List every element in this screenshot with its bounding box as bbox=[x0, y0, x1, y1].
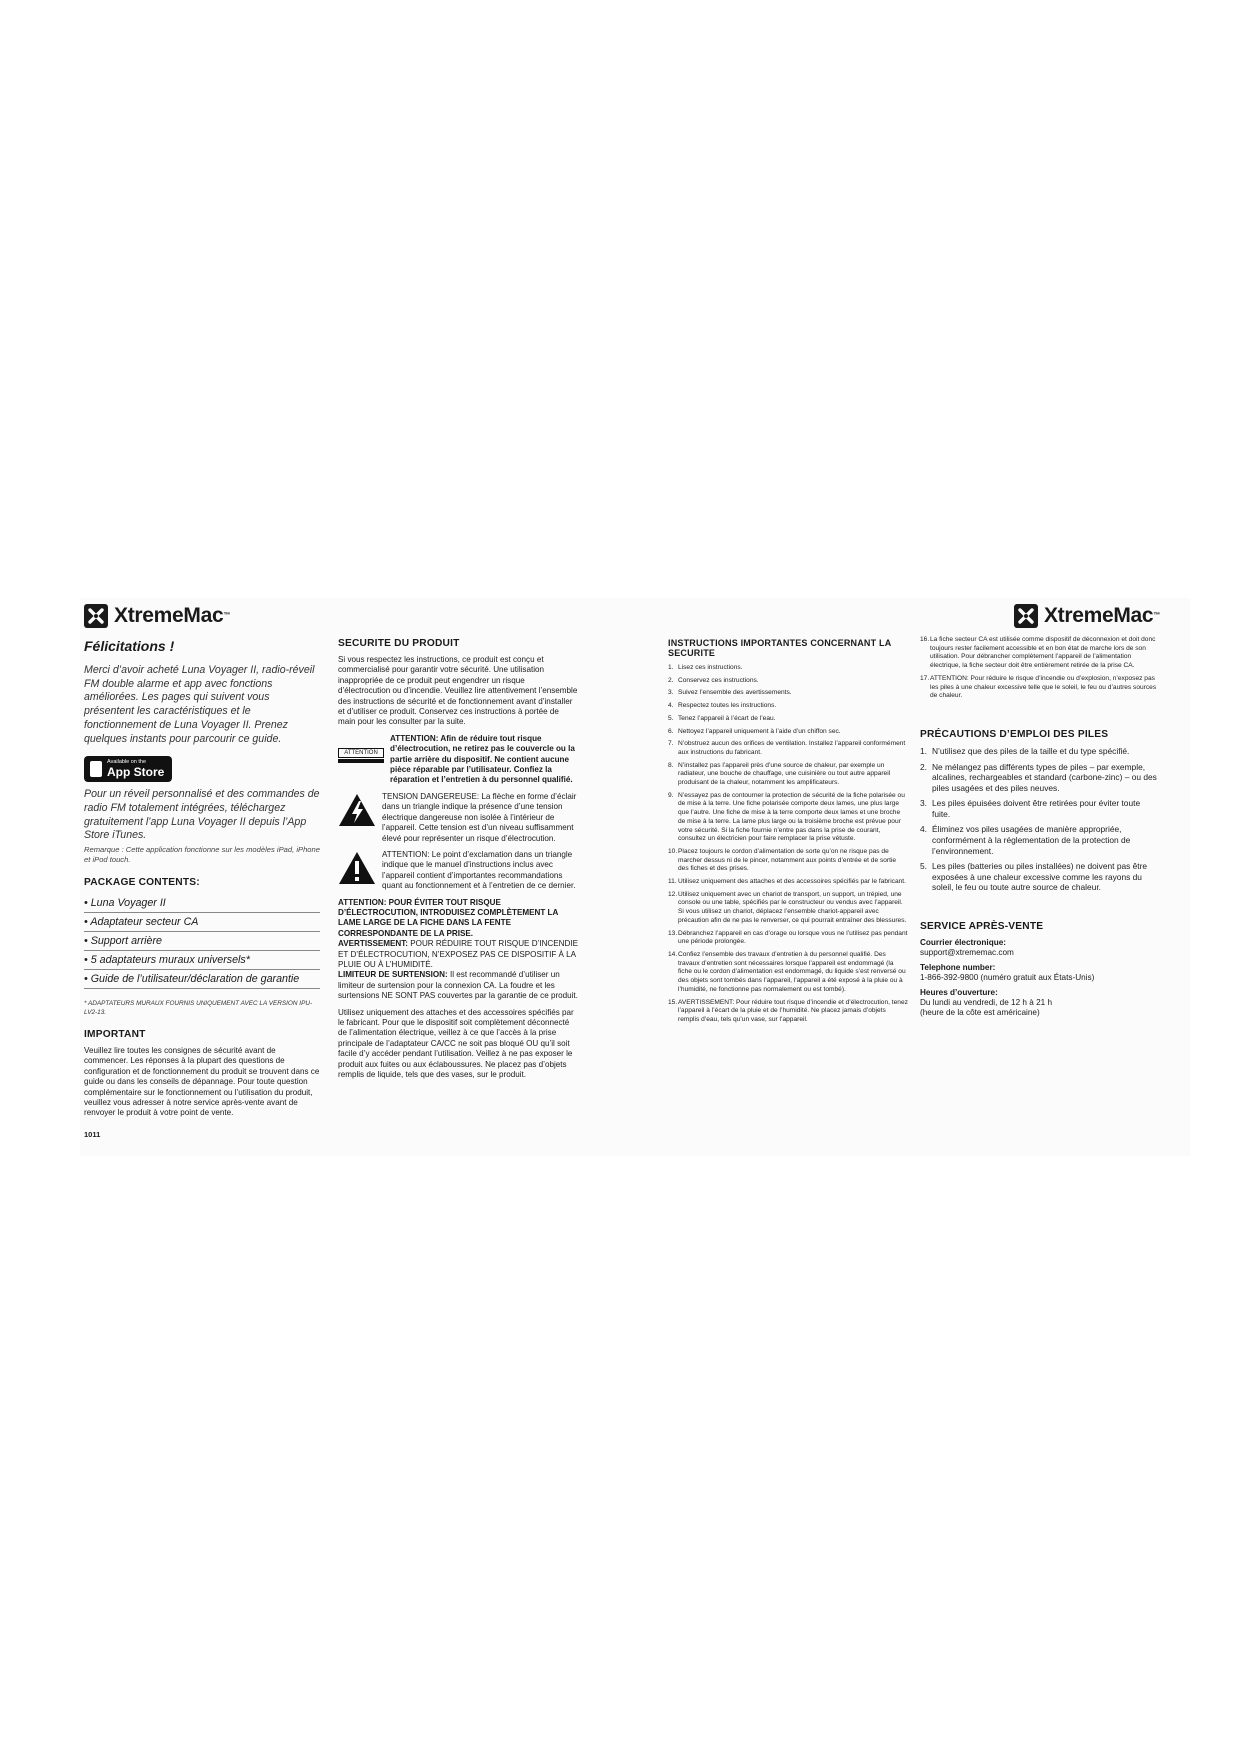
item-number: 5. bbox=[920, 861, 927, 872]
item-number: 4. bbox=[920, 824, 927, 835]
instruction-item bbox=[668, 762, 908, 788]
item-text: Ne mélangez pas différents types de piles – par exemple, alcalines, rechargeables et standard (carbone-zinc) – ou des piles usagées et des piles neuves. bbox=[932, 761, 1157, 793]
package-footnote: * ADAPTATEURS MURAUX FOURNIS UNIQUEMENT AVEC LA VERSION IPU-LV2-13. bbox=[84, 1000, 313, 1017]
voltage-text: TENSION DANGEREUSE: La flèche en forme d’éclair dans un triangle indique la présence d’une tension électrique dangereuse non isolée à l’intérieur de l’appareil. Cette tension est d’un niveau suffisamment élevé pour représenter un risque d’électrocution. bbox=[382, 791, 577, 843]
item-text: Lisez ces instructions. bbox=[678, 664, 743, 671]
accessories-text: Utilisez uniquement des attaches et des accessoires spécifiés par le fabricant. Pour que le dispositif soit complètement déconnecté de l’alimentation électrique, veillez à ce que l’accès à la prise principale de l’adaptateur CA/CC ne soit pas bloqué OU qu’il soit facile d’y accéder pendant l’utilisation. Veillez à ne pas exposer le produit aux fuites ou aux éclaboussures. Ne placez pas d’objets remplis de liquide, tels que des vases, sur le produit. bbox=[338, 1007, 574, 1080]
item-text: Les piles (batteries ou piles installées) ne doivent pas être exposées à une chaleur excessive comme les rayons du soleil, le feu ou toute autre source de chaleur. bbox=[932, 861, 1148, 893]
package-item: • 5 adaptateurs muraux universels* bbox=[84, 951, 320, 970]
instruction-item bbox=[668, 664, 908, 673]
important-heading: IMPORTANT bbox=[84, 1029, 146, 1041]
lightning-warning-icon bbox=[338, 792, 376, 833]
item-number: 4. bbox=[668, 702, 674, 710]
instruction-item bbox=[668, 951, 908, 995]
battery-list bbox=[920, 746, 1160, 893]
intro-text: Merci d’avoir acheté Luna Voyager II, radio-réveil FM double alarme et app avec fonctions améliorées. Les pages qui suivent vous présentent les caractéristiques et le fonctionnement de Luna Voyager II. Prenez quelques instants pour parcourir ce guide. bbox=[84, 664, 315, 745]
battery-item bbox=[920, 798, 1160, 819]
item-text: Placez toujours le cordon d’alimentation de sorte qu’on ne risque pas de marcher dessus ni de le pincer, notamment aux points d’entrée et de sortie des fiches et des prises. bbox=[678, 847, 897, 873]
instruction-item bbox=[668, 891, 908, 926]
instruction-item bbox=[668, 930, 908, 947]
package-item: • Support arrière bbox=[84, 932, 320, 951]
package-heading: PACKAGE CONTENTS: bbox=[84, 877, 200, 889]
item-number: 6. bbox=[668, 727, 674, 735]
package-item: • Luna Voyager II bbox=[84, 894, 320, 913]
item-text: Les piles épuisées doivent être retirées pour éviter toute fuite. bbox=[932, 798, 1141, 819]
item-text: Utilisez uniquement avec un chariot de transport, un support, un trépied, une console ou une table, spécifiés par le constructeur ou vendus avec l’appareil. Si vous utilisez un chariot, déplacez l’ensemble chariot-appareil avec précaution afin de ne pas le renverser, ce qui pourrait entraîner des blessures. bbox=[678, 890, 907, 924]
greeting: Félicitations ! bbox=[84, 638, 175, 654]
item-text: Utilisez uniquement des attaches et des accessoires spécifiés par le fabricant. bbox=[678, 878, 906, 886]
item-text: Débranchez l’appareil en cas d’orage ou lorsque vous ne l’utilisez pas pendant une période prolongée. bbox=[678, 929, 908, 946]
item-number: 17. bbox=[920, 674, 930, 682]
item-text: La fiche secteur CA est utilisée comme dispositif de déconnexion et doit donc toujours rester facilement accessible et en bon état de marche lors de son utilisation. Pour débrancher complètement l’appareil de l’alimentation électrique, la fiche secteur doit être entièrement retirée de la prise CA. bbox=[930, 636, 1156, 670]
important-text: Veuillez lire toutes les consignes de sécurité avant de commencer. Les réponses à la plupart des questions de configuration et de fonctionnement du produit se trouvent dans ce guide ou dans les conseils de dépannage. Pour toute question complémentaire sur le fonctionnement ou l’utilisation du produit, veuillez vous adresser à notre service après-vente avant de renvoyer le produit à votre point de vente. bbox=[84, 1046, 320, 1118]
item-number: 1. bbox=[668, 664, 674, 671]
email-value: support@xtrememac.com bbox=[920, 948, 1014, 958]
item-number: 9. bbox=[668, 791, 674, 799]
item-text: N’utilisez que des piles de la taille et du type spécifié. bbox=[932, 745, 1130, 756]
instructions-list bbox=[668, 664, 908, 1025]
instructions-column bbox=[668, 604, 908, 1029]
battery-item bbox=[920, 746, 1160, 757]
right-column bbox=[920, 604, 1160, 1019]
email-label: Courrier électronique: bbox=[920, 938, 1006, 948]
instruction-item bbox=[668, 728, 908, 737]
item-number: 15. bbox=[668, 998, 678, 1006]
left-column bbox=[84, 604, 320, 1119]
instruction-item bbox=[668, 878, 908, 887]
avert-text: POUR RÉDUIRE TOUT RISQUE D’INCENDIE ET D’ÉLECTROCUTION, N’EXPOSEZ PAS CE DISPOSITIF À LA PLUIE OU À L’HUMIDITÉ. bbox=[338, 939, 579, 969]
brand-logo-right: XtremeMac™ bbox=[920, 604, 1160, 628]
exclamation-text: ATTENTION: Le point d’exclamation dans un triangle indique que le manuel d’instructions inclus avec l’appareil contient d’importantes recommandations quant au fonctionnement et à l’entretien de ce dernier. bbox=[382, 849, 576, 891]
item-number: 13. bbox=[668, 929, 678, 937]
item-number: 7. bbox=[668, 740, 674, 748]
item-number: 3. bbox=[668, 689, 674, 697]
security-intro: Si vous respectez les instructions, ce produit est conçu et commercialisé pour garantir votre sécurité. Une utilisation inappropriée de ce produit peut engendrer un risque d’électrocution ou d’incendie. Veuillez lire attentivement l’ensemble des instructions de sécurité et de fonctionnement avant d’installer et d’utiliser ce produit. Conservez ces instructions à portée de main pour les consulter par la suite. bbox=[338, 655, 578, 727]
xtrememac-logo-icon bbox=[84, 604, 108, 628]
item-text: N’installez pas l’appareil près d’une source de chaleur, par exemple un radiateur, une bouche de chauffage, une cuisinière ou tout autre appareil produisant de la chaleur, notamment les amplificateurs. bbox=[678, 761, 891, 787]
attention-label: ATTENTION bbox=[338, 748, 384, 758]
item-text: Nettoyez l’appareil uniquement à l’aide d’un chiffon sec. bbox=[678, 727, 841, 735]
security-column bbox=[338, 604, 578, 1080]
item-number: 3. bbox=[920, 798, 927, 809]
brand-name: XtremeMac bbox=[114, 604, 224, 627]
hours-value: Du lundi au vendredi, de 12 h à 21 h bbox=[920, 998, 1053, 1008]
phone-label: Telephone number: bbox=[920, 962, 996, 972]
phone-value: 1-866-392-9800 (numéro gratuit aux États-Unis) bbox=[920, 973, 1095, 983]
item-text: Tenez l’appareil à l’écart de l’eau. bbox=[678, 714, 776, 722]
item-text: Respectez toutes les instructions. bbox=[678, 702, 777, 710]
instruction-item bbox=[668, 740, 908, 757]
shock-warning: ATTENTION: POUR ÉVITER TOUT RISQUE D’ÉLECTROCUTION, INTRODUISEZ COMPLÈTEMENT LA LAME LARGE DE LA FICHE DANS LA FENTE CORRESPONDANTE DE LA PRISE. bbox=[338, 897, 559, 938]
instruction-item bbox=[668, 848, 908, 874]
surge-label: LIMITEUR DE SURTENSION: bbox=[338, 970, 448, 980]
battery-item bbox=[920, 824, 1160, 856]
surge-text: Il est recommandé d’utiliser un limiteur de surtension pour la connexion CA. La foudre et les surtensions NE SONT PAS couvertes par la garantie de ce produit. bbox=[338, 970, 578, 1001]
item-text: N’essayez pas de contourner la protection de sécurité de la fiche polarisée ou de mise à la terre. Une fiche polarisée comporte deux lames, une plus large que l’autre. Une fiche de mise à la terre comporte deux lames et une broche de mise à la terre. La lame plus large ou la troisième broche est prévue pour votre sécurité. Si la fiche fournie n’entre pas dans la prise de courant, consultez un électricien pour faire remplacer la prise vétuste. bbox=[678, 791, 905, 843]
item-number: 5. bbox=[668, 714, 674, 722]
item-number: 2. bbox=[668, 676, 674, 684]
item-text: Suivez l’ensemble des avertissements. bbox=[678, 689, 792, 697]
hours-label: Heures d’ouverture: bbox=[920, 987, 998, 997]
service-heading: SERVICE APRÈS-VENTE bbox=[920, 921, 1044, 933]
instructions-heading: INSTRUCTIONS IMPORTANTES CONCERNANT LA SECURITE bbox=[668, 638, 892, 658]
exclamation-warning-icon bbox=[338, 850, 376, 891]
package-item: • Guide de l’utilisateur/déclaration de garantie bbox=[84, 970, 320, 989]
avert-label: AVERTISSEMENT: bbox=[338, 939, 409, 949]
badge-small-text: Available on the bbox=[107, 759, 147, 766]
instruction-item bbox=[668, 677, 908, 686]
instruction-item bbox=[920, 675, 1160, 701]
xtrememac-logo-icon bbox=[1014, 604, 1038, 628]
item-number: 1. bbox=[920, 745, 927, 756]
phone-icon bbox=[90, 761, 102, 777]
app-text: Pour un réveil personnalisé et des commandes de radio FM totalement intégrées, téléchargez gratuitement l’app Luna Voyager II depuis l’App Store iTunes. bbox=[84, 788, 320, 842]
item-number: 2. bbox=[920, 761, 927, 772]
security-heading: SECURITE DU PRODUIT bbox=[338, 638, 460, 649]
instruction-item bbox=[668, 999, 908, 1025]
battery-heading: PRÉCAUTIONS D’EMPLOI DES PILES bbox=[920, 728, 1109, 740]
brand-logo: XtremeMac™ bbox=[84, 604, 320, 628]
app-note: Remarque : Cette application fonctionne sur les modèles iPad, iPhone et iPod touch. bbox=[84, 845, 320, 865]
item-number: 12. bbox=[668, 890, 678, 898]
instruction-item bbox=[668, 702, 908, 711]
item-number: 10. bbox=[668, 847, 678, 855]
item-number: 16. bbox=[920, 636, 930, 643]
battery-item bbox=[920, 861, 1160, 893]
item-text: N’obstruez aucun des orifices de ventilation. Installez l’appareil conformément aux instructions du fabricant. bbox=[678, 740, 906, 756]
page-number: 1011 bbox=[84, 1130, 101, 1139]
attention-text: ATTENTION: Afin de réduire tout risque d’électrocution, ne retirez pas le couvercle ou la partie arrière du dispositif. Ne contient aucune pièce réparable par l’utilisateur. Confiez la réparation et l’entretien à du personnel qualifié. bbox=[390, 733, 575, 785]
item-text: Confiez l’ensemble des travaux d’entretien à du personnel qualifié. Des travaux d’entretien sont nécessaires lorsque l’appareil est endommagé (la fiche ou le cordon d’alimentation est endommagé, du liquide s’est renversé ou des objets sont tombés dans l’appareil, l’appareil a été exposé à la pluie ou à l’humidité, ne fonctionne pas normalement ou est tombé). bbox=[678, 950, 906, 993]
item-text: Conservez ces instructions. bbox=[678, 676, 759, 684]
item-text: ATTENTION: Pour réduire le risque d’incendie ou d’explosion, n’exposez pas les piles à une chaleur excessive telle que le soleil, le feu ou d’autres sources de chaleur. bbox=[930, 674, 1157, 700]
item-text: Éliminez vos piles usagées de manière appropriée, conformément à la réglementation de la protection de l’environnement. bbox=[932, 824, 1131, 856]
item-number: 8. bbox=[668, 761, 674, 769]
instruction-item bbox=[668, 715, 908, 724]
brand-name: XtremeMac bbox=[1043, 604, 1154, 627]
item-number: 11. bbox=[668, 878, 677, 886]
instruction-item bbox=[920, 636, 1160, 671]
app-store-badge[interactable] bbox=[84, 756, 172, 782]
continued-instructions-list bbox=[920, 636, 1160, 701]
item-text: AVERTISSEMENT: Pour réduire tout risque d’incendie et d’électrocution, tenez l’appareil à l’écart de la pluie et de l’humidité. Ne placez jamais d’objets remplis d’eau, tels qu’un vase, sur l’appareil. bbox=[678, 998, 908, 1023]
badge-large-text: App Store bbox=[107, 765, 165, 780]
item-number: 14. bbox=[668, 950, 678, 958]
package-list bbox=[84, 894, 320, 989]
hours-note: (heure de la côte est américaine) bbox=[920, 1008, 1040, 1018]
battery-item bbox=[920, 762, 1160, 794]
attention-label-box bbox=[338, 748, 384, 763]
instruction-item bbox=[668, 792, 908, 844]
package-item: • Adaptateur secteur CA bbox=[84, 913, 320, 932]
instruction-item bbox=[668, 689, 908, 698]
